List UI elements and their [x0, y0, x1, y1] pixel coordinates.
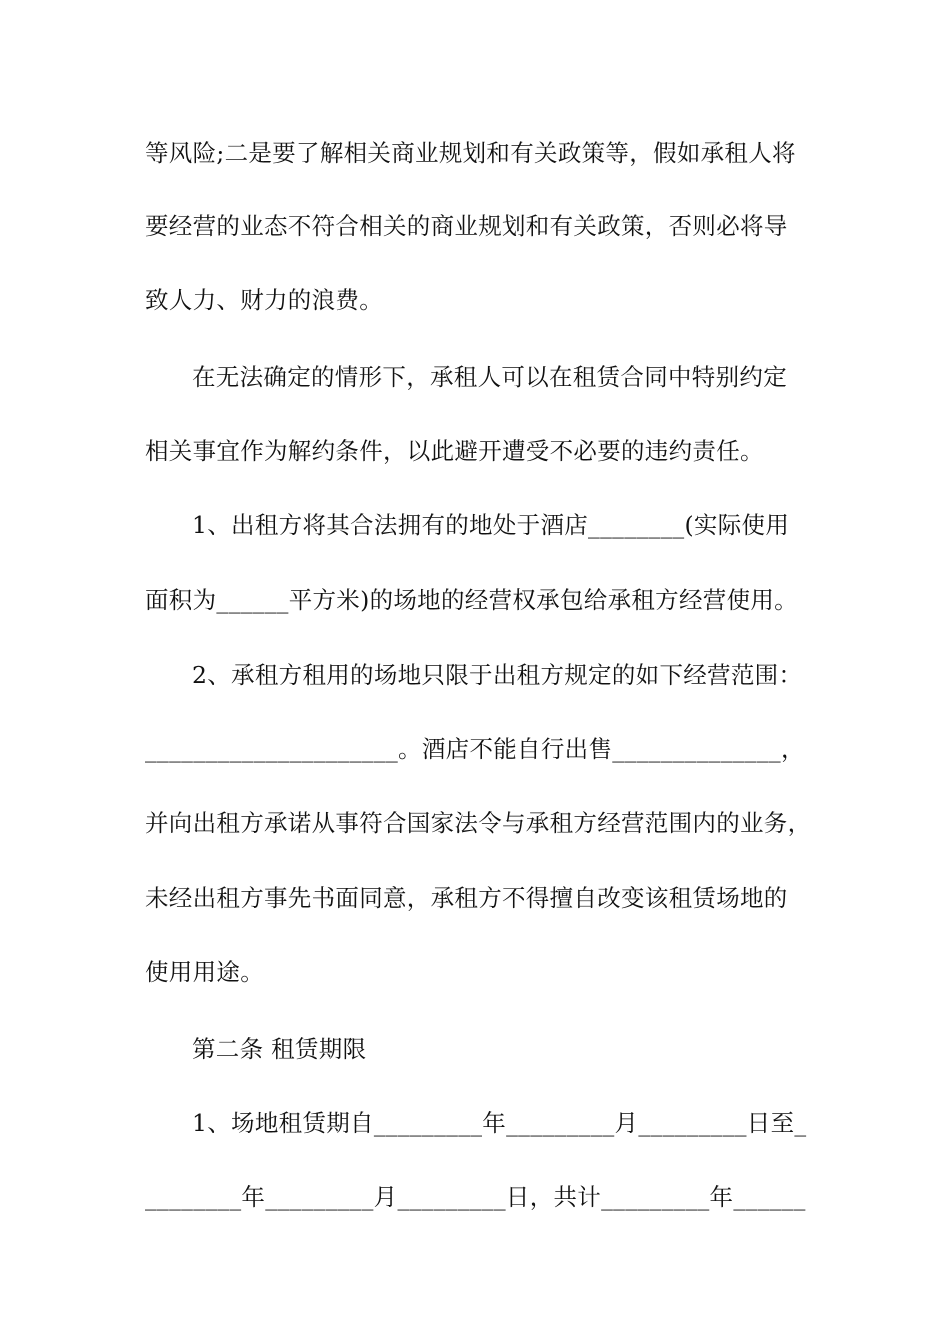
- paragraph-line: 并向出租方承诺从事符合国家法令与承租方经营范围内的业务，: [145, 809, 812, 837]
- paragraph-line: 1、出租方将其合法拥有的地处于酒店________(实际使用: [192, 511, 790, 539]
- paragraph-line: 使用用途。: [145, 958, 264, 986]
- section-heading: 第二条 租赁期限: [192, 1035, 367, 1063]
- paragraph-line: 致人力、财力的浪费。: [145, 286, 383, 314]
- paragraph-line: 1、场地租赁期自_________年_________月_________日至_: [192, 1109, 807, 1137]
- paragraph-line: 2、承租方租用的场地只限于出租方规定的如下经营范围：: [192, 661, 803, 689]
- paragraph-line: 要经营的业态不符合相关的商业规划和有关政策，否则必将导: [145, 212, 788, 240]
- paragraph-line: 等风险;二是要了解相关商业规划和有关政策等，假如承租人将: [145, 139, 796, 167]
- paragraph-line: 在无法确定的情形下，承租人可以在租赁合同中特别约定: [192, 363, 787, 391]
- paragraph-line: 相关事宜作为解约条件，以此避开遭受不必要的违约责任。: [145, 437, 764, 465]
- paragraph-line: ________年_________月_________日，共计_________年______: [145, 1183, 806, 1211]
- paragraph-line: 未经出租方事先书面同意，承租方不得擅自改变该租赁场地的: [145, 884, 788, 912]
- paragraph-line: 面积为______平方米)的场地的经营权承包给承租方经营使用。: [145, 586, 798, 614]
- paragraph-line: _____________________。酒店不能自行出售______________，: [145, 735, 805, 763]
